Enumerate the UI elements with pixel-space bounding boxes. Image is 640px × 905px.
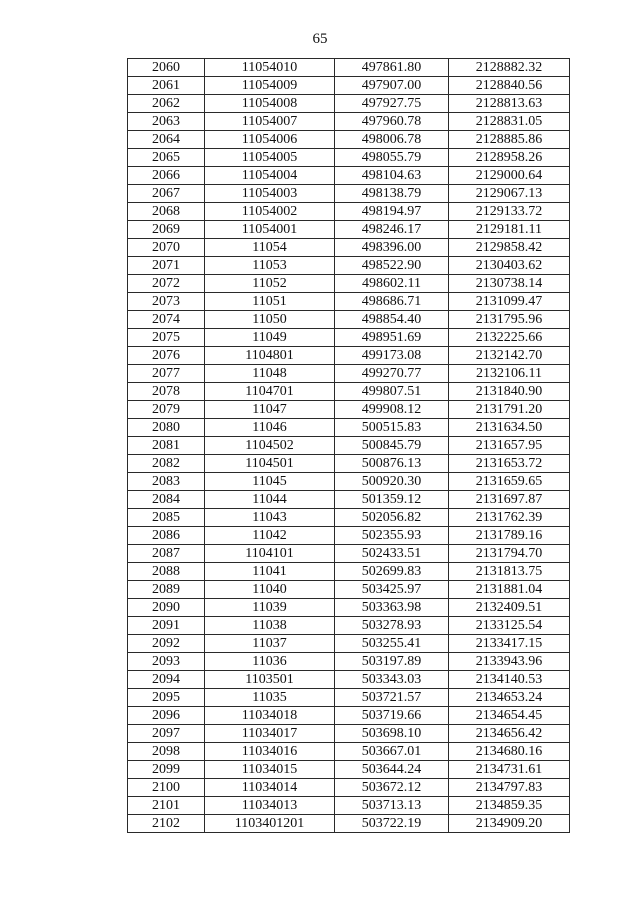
table-row — [128, 707, 570, 725]
y-coordinate-cell: 2131791.20 — [449, 401, 570, 419]
y-coordinate-cell: 2131762.39 — [449, 509, 570, 527]
point-id-cell: 11051 — [205, 293, 335, 311]
point-id-cell: 1104502 — [205, 437, 335, 455]
row-number-cell: 2065 — [128, 149, 205, 167]
row-number-cell: 2084 — [128, 491, 205, 509]
row-number-cell: 2063 — [128, 113, 205, 131]
point-id-cell: 11053 — [205, 257, 335, 275]
row-number-cell: 2081 — [128, 437, 205, 455]
table-row — [128, 203, 570, 221]
row-number-cell: 2066 — [128, 167, 205, 185]
x-coordinate-cell: 498246.17 — [335, 221, 449, 239]
point-id-cell: 11052 — [205, 275, 335, 293]
y-coordinate-cell: 2129067.13 — [449, 185, 570, 203]
point-id-cell: 11054 — [205, 239, 335, 257]
point-id-cell: 1103401201 — [205, 815, 335, 833]
row-number-cell: 2061 — [128, 77, 205, 95]
row-number-cell: 2089 — [128, 581, 205, 599]
x-coordinate-cell: 498006.78 — [335, 131, 449, 149]
y-coordinate-cell: 2128885.86 — [449, 131, 570, 149]
row-number-cell: 2082 — [128, 455, 205, 473]
table-row — [128, 491, 570, 509]
table-row — [128, 185, 570, 203]
x-coordinate-cell: 503672.12 — [335, 779, 449, 797]
point-id-cell: 11034016 — [205, 743, 335, 761]
row-number-cell: 2074 — [128, 311, 205, 329]
point-id-cell: 11034013 — [205, 797, 335, 815]
x-coordinate-cell: 500845.79 — [335, 437, 449, 455]
x-coordinate-cell: 503278.93 — [335, 617, 449, 635]
table-row — [128, 401, 570, 419]
table-row — [128, 419, 570, 437]
y-coordinate-cell: 2128840.56 — [449, 77, 570, 95]
y-coordinate-cell: 2128831.05 — [449, 113, 570, 131]
point-id-cell: 11054005 — [205, 149, 335, 167]
x-coordinate-cell: 498396.00 — [335, 239, 449, 257]
x-coordinate-cell: 503425.97 — [335, 581, 449, 599]
point-id-cell: 11046 — [205, 419, 335, 437]
table-row — [128, 59, 570, 77]
row-number-cell: 2062 — [128, 95, 205, 113]
point-id-cell: 11034015 — [205, 761, 335, 779]
x-coordinate-cell: 502355.93 — [335, 527, 449, 545]
table-row — [128, 131, 570, 149]
row-number-cell: 2078 — [128, 383, 205, 401]
row-number-cell: 2092 — [128, 635, 205, 653]
y-coordinate-cell: 2130738.14 — [449, 275, 570, 293]
table-row — [128, 797, 570, 815]
y-coordinate-cell: 2134731.61 — [449, 761, 570, 779]
row-number-cell: 2097 — [128, 725, 205, 743]
coordinates-table-body — [128, 59, 570, 833]
point-id-cell: 11035 — [205, 689, 335, 707]
y-coordinate-cell: 2131813.75 — [449, 563, 570, 581]
y-coordinate-cell: 2129000.64 — [449, 167, 570, 185]
row-number-cell: 2099 — [128, 761, 205, 779]
x-coordinate-cell: 499270.77 — [335, 365, 449, 383]
row-number-cell: 2085 — [128, 509, 205, 527]
table-row — [128, 599, 570, 617]
x-coordinate-cell: 502433.51 — [335, 545, 449, 563]
y-coordinate-cell: 2134909.20 — [449, 815, 570, 833]
row-number-cell: 2088 — [128, 563, 205, 581]
x-coordinate-cell: 498194.97 — [335, 203, 449, 221]
row-number-cell: 2091 — [128, 617, 205, 635]
x-coordinate-cell: 502056.82 — [335, 509, 449, 527]
x-coordinate-cell: 497861.80 — [335, 59, 449, 77]
table-row — [128, 473, 570, 491]
x-coordinate-cell: 503722.19 — [335, 815, 449, 833]
table-row — [128, 635, 570, 653]
point-id-cell: 11054008 — [205, 95, 335, 113]
table-row — [128, 383, 570, 401]
x-coordinate-cell: 499807.51 — [335, 383, 449, 401]
table-row — [128, 113, 570, 131]
point-id-cell: 11044 — [205, 491, 335, 509]
point-id-cell: 11039 — [205, 599, 335, 617]
row-number-cell: 2100 — [128, 779, 205, 797]
y-coordinate-cell: 2133125.54 — [449, 617, 570, 635]
y-coordinate-cell: 2128813.63 — [449, 95, 570, 113]
point-id-cell: 11050 — [205, 311, 335, 329]
row-number-cell: 2094 — [128, 671, 205, 689]
y-coordinate-cell: 2134654.45 — [449, 707, 570, 725]
table-row — [128, 365, 570, 383]
row-number-cell: 2073 — [128, 293, 205, 311]
row-number-cell: 2067 — [128, 185, 205, 203]
x-coordinate-cell: 498104.63 — [335, 167, 449, 185]
y-coordinate-cell: 2131634.50 — [449, 419, 570, 437]
point-id-cell: 11049 — [205, 329, 335, 347]
coordinates-table — [127, 58, 570, 833]
table-row — [128, 545, 570, 563]
x-coordinate-cell: 498602.11 — [335, 275, 449, 293]
x-coordinate-cell: 497907.00 — [335, 77, 449, 95]
table-row — [128, 311, 570, 329]
point-id-cell: 11054002 — [205, 203, 335, 221]
x-coordinate-cell: 502699.83 — [335, 563, 449, 581]
table-row — [128, 743, 570, 761]
table-row — [128, 671, 570, 689]
x-coordinate-cell: 498522.90 — [335, 257, 449, 275]
table-row — [128, 437, 570, 455]
x-coordinate-cell: 503644.24 — [335, 761, 449, 779]
row-number-cell: 2090 — [128, 599, 205, 617]
page-number: 65 — [312, 31, 328, 47]
x-coordinate-cell: 500920.30 — [335, 473, 449, 491]
table-row — [128, 725, 570, 743]
point-id-cell: 11054003 — [205, 185, 335, 203]
x-coordinate-cell: 503197.89 — [335, 653, 449, 671]
point-id-cell: 11048 — [205, 365, 335, 383]
table-row — [128, 815, 570, 833]
y-coordinate-cell: 2130403.62 — [449, 257, 570, 275]
x-coordinate-cell: 503698.10 — [335, 725, 449, 743]
row-number-cell: 2060 — [128, 59, 205, 77]
table-row — [128, 527, 570, 545]
table-row — [128, 329, 570, 347]
x-coordinate-cell: 498055.79 — [335, 149, 449, 167]
table-row — [128, 617, 570, 635]
x-coordinate-cell: 503667.01 — [335, 743, 449, 761]
y-coordinate-cell: 2129133.72 — [449, 203, 570, 221]
point-id-cell: 1103501 — [205, 671, 335, 689]
x-coordinate-cell: 503713.13 — [335, 797, 449, 815]
y-coordinate-cell: 2129181.11 — [449, 221, 570, 239]
point-id-cell: 11054004 — [205, 167, 335, 185]
x-coordinate-cell: 503721.57 — [335, 689, 449, 707]
table-row — [128, 77, 570, 95]
row-number-cell: 2096 — [128, 707, 205, 725]
point-id-cell: 1104801 — [205, 347, 335, 365]
y-coordinate-cell: 2131795.96 — [449, 311, 570, 329]
x-coordinate-cell: 500515.83 — [335, 419, 449, 437]
point-id-cell: 11034018 — [205, 707, 335, 725]
x-coordinate-cell: 499908.12 — [335, 401, 449, 419]
y-coordinate-cell: 2134656.42 — [449, 725, 570, 743]
point-id-cell: 11054010 — [205, 59, 335, 77]
table-row — [128, 293, 570, 311]
point-id-cell: 11047 — [205, 401, 335, 419]
y-coordinate-cell: 2131099.47 — [449, 293, 570, 311]
row-number-cell: 2095 — [128, 689, 205, 707]
table-row — [128, 563, 570, 581]
x-coordinate-cell: 498686.71 — [335, 293, 449, 311]
table-row — [128, 221, 570, 239]
point-id-cell: 11034014 — [205, 779, 335, 797]
y-coordinate-cell: 2134859.35 — [449, 797, 570, 815]
table-row — [128, 95, 570, 113]
x-coordinate-cell: 497960.78 — [335, 113, 449, 131]
y-coordinate-cell: 2131840.90 — [449, 383, 570, 401]
y-coordinate-cell: 2134653.24 — [449, 689, 570, 707]
point-id-cell: 1104101 — [205, 545, 335, 563]
table-row — [128, 653, 570, 671]
y-coordinate-cell: 2131794.70 — [449, 545, 570, 563]
point-id-cell: 11045 — [205, 473, 335, 491]
table-row — [128, 509, 570, 527]
x-coordinate-cell: 498854.40 — [335, 311, 449, 329]
point-id-cell: 11054006 — [205, 131, 335, 149]
row-number-cell: 2083 — [128, 473, 205, 491]
x-coordinate-cell: 503343.03 — [335, 671, 449, 689]
row-number-cell: 2064 — [128, 131, 205, 149]
table-row — [128, 275, 570, 293]
y-coordinate-cell: 2131653.72 — [449, 455, 570, 473]
y-coordinate-cell: 2131659.65 — [449, 473, 570, 491]
y-coordinate-cell: 2129858.42 — [449, 239, 570, 257]
y-coordinate-cell: 2128882.32 — [449, 59, 570, 77]
table-row — [128, 779, 570, 797]
x-coordinate-cell: 498138.79 — [335, 185, 449, 203]
row-number-cell: 2102 — [128, 815, 205, 833]
point-id-cell: 11037 — [205, 635, 335, 653]
table-row — [128, 689, 570, 707]
table-row — [128, 167, 570, 185]
row-number-cell: 2071 — [128, 257, 205, 275]
row-number-cell: 2080 — [128, 419, 205, 437]
y-coordinate-cell: 2132225.66 — [449, 329, 570, 347]
x-coordinate-cell: 503255.41 — [335, 635, 449, 653]
x-coordinate-cell: 501359.12 — [335, 491, 449, 509]
table-row — [128, 581, 570, 599]
table-row — [128, 239, 570, 257]
table-row — [128, 761, 570, 779]
point-id-cell: 11043 — [205, 509, 335, 527]
point-id-cell: 11040 — [205, 581, 335, 599]
y-coordinate-cell: 2128958.26 — [449, 149, 570, 167]
point-id-cell: 11041 — [205, 563, 335, 581]
row-number-cell: 2070 — [128, 239, 205, 257]
y-coordinate-cell: 2131881.04 — [449, 581, 570, 599]
x-coordinate-cell: 499173.08 — [335, 347, 449, 365]
table-row — [128, 347, 570, 365]
table-row — [128, 257, 570, 275]
point-id-cell: 11042 — [205, 527, 335, 545]
x-coordinate-cell: 498951.69 — [335, 329, 449, 347]
row-number-cell: 2076 — [128, 347, 205, 365]
point-id-cell: 1104701 — [205, 383, 335, 401]
point-id-cell: 1104501 — [205, 455, 335, 473]
point-id-cell: 11038 — [205, 617, 335, 635]
x-coordinate-cell: 503719.66 — [335, 707, 449, 725]
y-coordinate-cell: 2134680.16 — [449, 743, 570, 761]
row-number-cell: 2087 — [128, 545, 205, 563]
row-number-cell: 2075 — [128, 329, 205, 347]
row-number-cell: 2086 — [128, 527, 205, 545]
row-number-cell: 2068 — [128, 203, 205, 221]
y-coordinate-cell: 2132142.70 — [449, 347, 570, 365]
y-coordinate-cell: 2133417.15 — [449, 635, 570, 653]
row-number-cell: 2072 — [128, 275, 205, 293]
row-number-cell: 2093 — [128, 653, 205, 671]
row-number-cell: 2069 — [128, 221, 205, 239]
point-id-cell: 11034017 — [205, 725, 335, 743]
y-coordinate-cell: 2133943.96 — [449, 653, 570, 671]
y-coordinate-cell: 2132106.11 — [449, 365, 570, 383]
y-coordinate-cell: 2131657.95 — [449, 437, 570, 455]
y-coordinate-cell: 2131789.16 — [449, 527, 570, 545]
y-coordinate-cell: 2132409.51 — [449, 599, 570, 617]
y-coordinate-cell: 2134797.83 — [449, 779, 570, 797]
y-coordinate-cell: 2131697.87 — [449, 491, 570, 509]
y-coordinate-cell: 2134140.53 — [449, 671, 570, 689]
row-number-cell: 2098 — [128, 743, 205, 761]
point-id-cell: 11054009 — [205, 77, 335, 95]
x-coordinate-cell: 500876.13 — [335, 455, 449, 473]
x-coordinate-cell: 503363.98 — [335, 599, 449, 617]
x-coordinate-cell: 497927.75 — [335, 95, 449, 113]
point-id-cell: 11054007 — [205, 113, 335, 131]
point-id-cell: 11036 — [205, 653, 335, 671]
point-id-cell: 11054001 — [205, 221, 335, 239]
row-number-cell: 2077 — [128, 365, 205, 383]
table-row — [128, 455, 570, 473]
row-number-cell: 2101 — [128, 797, 205, 815]
table-row — [128, 149, 570, 167]
row-number-cell: 2079 — [128, 401, 205, 419]
